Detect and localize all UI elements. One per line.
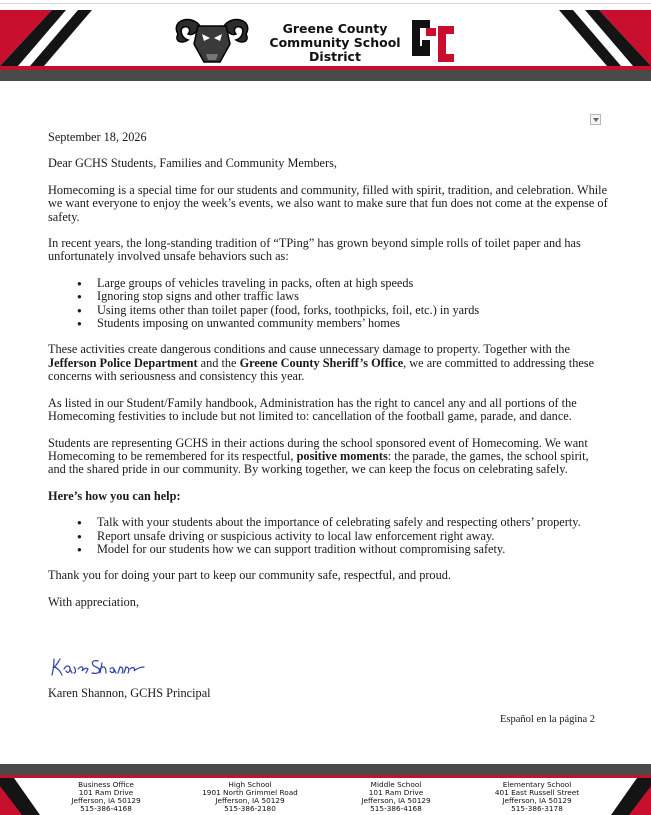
district-logo	[168, 14, 468, 66]
text-run: and the	[197, 355, 240, 370]
office-name: Middle School	[370, 780, 422, 789]
office-name: High School	[228, 780, 272, 789]
help-heading	[48, 490, 608, 503]
paragraph-intro: Homecoming is a special time for our students and community, filled with spirit, tradition, and celebration. While we want everyone to enjoy the week’s events, we also want to make sure that fun does not come at the expense of safety.	[48, 182, 608, 224]
office-street: 101 Ram Drive	[368, 788, 424, 797]
district-name-line3: District	[309, 49, 361, 64]
list-item: ● Using items other than toilet paper (food, forks, toothpicks, foil, etc.) in yards	[97, 304, 608, 317]
office-name: Elementary School	[502, 780, 572, 789]
list-item: ● Ignoring stop signs and other traffic laws	[97, 290, 608, 303]
office-phone: 515-386-4168	[80, 804, 132, 813]
footer-red-stripe	[0, 775, 651, 778]
text-run: These activities create dangerous conditions and cause unnecessary damage to property. Together with the	[48, 342, 570, 357]
top-rule	[0, 3, 651, 4]
corner-accent-left	[0, 10, 120, 70]
positive-moments-text: positive moments	[296, 448, 388, 463]
office-name: Business Office	[78, 780, 134, 789]
letter-salutation: Dear GCHS Students, Families and Community Members,	[48, 156, 337, 171]
letterhead-footer	[0, 764, 651, 815]
list-item: ● Model for our students how we can support tradition without compromising safety.	[97, 543, 608, 556]
office-city: Jefferson, IA 50129	[361, 796, 431, 805]
office-middle-school	[331, 781, 461, 813]
district-name-line2: Community School	[269, 35, 401, 50]
office-business	[41, 781, 171, 813]
help-list	[48, 516, 608, 556]
header-gray-bar	[0, 70, 651, 81]
signer-name: Karen Shannon, GCHS Principal	[48, 686, 211, 700]
district-name	[260, 22, 410, 64]
office-street: 1901 North Grimmel Road	[202, 788, 298, 797]
paragraph-representing	[48, 437, 608, 477]
footer-gray-bar	[0, 764, 651, 775]
office-city: Jefferson, IA 50129	[71, 796, 141, 805]
help-heading-text: Here’s how you can help:	[48, 488, 181, 503]
office-city: Jefferson, IA 50129	[502, 796, 572, 805]
text-run: , we are committed to addressing these concerns with seriousness and consistency this year.	[48, 355, 595, 384]
paragraph-tping: In recent years, the long-standing tradition of “TPing” has grown beyond simple rolls of toilet paper and has unfortunately involved unsafe behaviors such as:	[48, 236, 581, 264]
list-item: ● Large groups of vehicles traveling in packs, often at high speeds	[97, 277, 608, 290]
list-item: ● Talk with your students about the importance of celebrating safely and respecting others’ property.	[97, 516, 608, 529]
corner-accent-right	[531, 10, 651, 70]
office-phone: 515-386-2180	[224, 804, 276, 813]
letter-body	[48, 131, 608, 609]
list-item: ● Students imposing on unwanted community members’ homes	[97, 317, 608, 330]
paragraph-partners	[48, 343, 608, 383]
office-phone: 515-386-3178	[511, 804, 563, 813]
paragraph-handbook: As listed in our Student/Family handbook, Administration has the right to cancel any and all portions of the Homecoming festivities to include but not limited to: cancellation of the football game, parade, and dance.	[48, 395, 577, 424]
text-run: : the parade, the games, the school spirit, and the shared pride in our community. By working together, we can keep the focus on celebrating safely.	[48, 448, 589, 477]
unsafe-behaviors-list	[48, 277, 608, 331]
district-name-line1: Greene County	[282, 21, 388, 36]
text-run: Students are representing GCHS in their actions during the school sponsored event of Homecoming. We want Homecoming to be remembered for its respectful,	[48, 435, 588, 463]
sheriff-office-text: Greene County Sheriff’s Office	[239, 355, 404, 370]
office-phone: 515-386-4168	[370, 804, 422, 813]
ram-mascot-icon	[168, 14, 256, 66]
jefferson-police-text: Jefferson Police Department	[48, 355, 198, 370]
gc-monogram-icon	[408, 16, 458, 66]
handwritten-signature	[50, 655, 146, 679]
scroll-down-button[interactable]	[590, 114, 601, 125]
spanish-version-note: Español en la página 2	[500, 714, 596, 725]
letterhead-header	[0, 10, 651, 82]
office-street: 101 Ram Drive	[78, 788, 134, 797]
letter-date: September 18, 2026	[48, 130, 147, 144]
paragraph-thanks: Thank you for doing your part to keep our community safe, respectful, and proud.	[48, 568, 451, 583]
list-item: ● Report unsafe driving or suspicious activity to local law enforcement right away.	[97, 530, 608, 543]
letter-closing: With appreciation,	[48, 594, 140, 609]
office-city: Jefferson, IA 50129	[215, 796, 285, 805]
office-street: 401 East Russell Street	[494, 788, 580, 797]
office-elementary	[472, 781, 602, 813]
office-high-school	[185, 781, 315, 813]
